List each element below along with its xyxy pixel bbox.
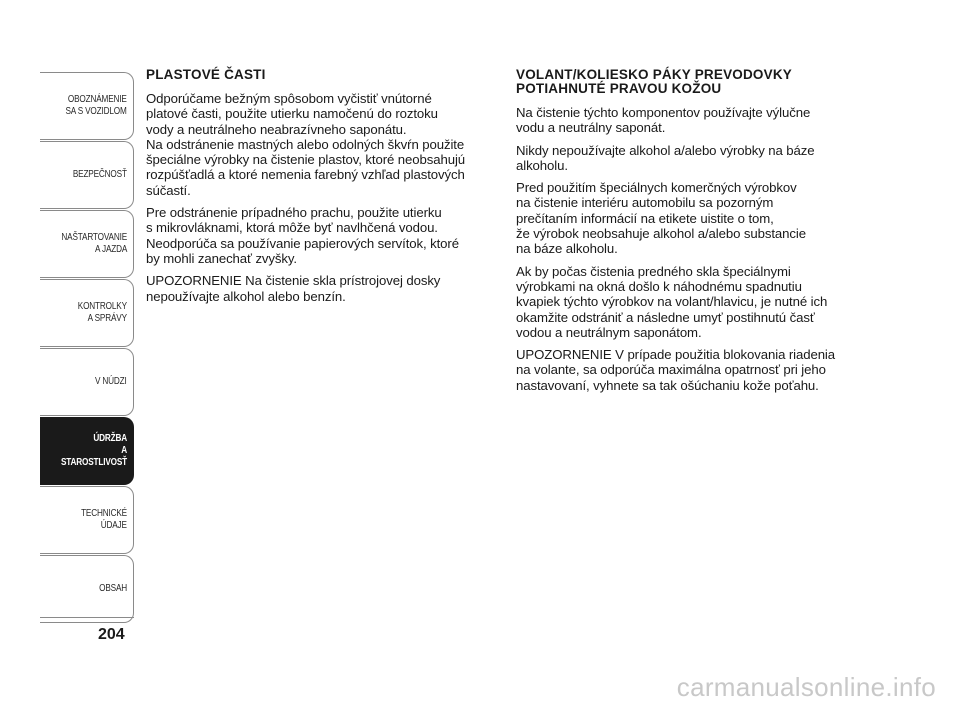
tab-label: OBSAH [99, 583, 127, 594]
tab-label: ÚDRŽBA [93, 433, 127, 444]
tab-obsah[interactable] [40, 555, 134, 623]
tab-technicke-udaje[interactable] [40, 486, 134, 554]
tab-label: KONTROLKY [77, 301, 127, 312]
tab-kontrolky[interactable] [40, 279, 134, 347]
paragraph: Ak by počas čistenia predného skla špeciálnymi výrobkami na okná došlo k náhodnému spadnutiu kvapiek týchto výrobkov na volant/hlavicu, je nutné ich okamžite odstrániť a následne umyť postihnutú časť vodou a neutrálnym saponátom. [516, 263, 828, 340]
warning-paragraph: UPOZORNENIE Na čistenie skla prístrojovej dosky nepoužívajte alkohol alebo benzín. [146, 273, 441, 304]
paragraph: Nikdy nepoužívajte alkohol a/alebo výrobky na báze alkoholu. [516, 142, 815, 173]
paragraph: Pred použitím špeciálnych komerčných výrobkov na čistenie interiéru automobilu sa pozorným prečítaním informácií na etikete uistite o tom, že výrobok neobsahuje alkohol a/alebo substancie na báze alkoholu. [516, 180, 806, 257]
tab-label: BEZPEČNOSŤ [73, 169, 127, 180]
warning-paragraph: UPOZORNENIE V prípade použitia blokovania riadenia na volante, sa odporúča maximálna opatrnosť pri jeho nastavovaní, vyhnete sa tak ošúchaniu kože poťahu. [516, 347, 835, 393]
watermark: carmanualsonline.info [676, 672, 936, 702]
section-heading [516, 68, 876, 96]
tab-bezpecnost[interactable] [40, 141, 134, 209]
page-number: 204 [98, 626, 125, 643]
chapter-tabs [40, 72, 134, 624]
right-column [516, 68, 876, 400]
tab-label: A SPRÁVY [87, 313, 127, 324]
tab-label: TECHNICKÉ [81, 508, 127, 519]
paragraph: Pre odstránenie prípadného prachu, použite utierku s mikrovláknami, ktorá môže byť navlhčená vodou. Neodporúča sa používanie papierových servítok, ktoré by mohli zanechať zvyšky. [146, 205, 459, 266]
tab-nastartovanie[interactable] [40, 210, 134, 278]
section-heading: PLASTOVÉ ČASTI [146, 67, 266, 82]
tab-label: OBOZNÁMENIE [68, 94, 127, 105]
tab-udrzba[interactable] [40, 417, 134, 485]
paragraph: Odporúčame bežným spôsobom vyčistiť vnútorné platové časti, použite utierku namočenú do roztoku vody a neutrálneho neabrazívneho saponátu. Na odstránenie mastných alebo odolných škvŕn použite špeciálne výrobky na čistenie plastov, ktoré neobsahujú rozpúšťadlá a ktoré nemenia farebný vzhľad plastových súčastí. [146, 91, 466, 198]
heading-line: VOLANT/KOLIESKO PÁKY PREVODOVKY [516, 67, 792, 82]
heading-line: POTIAHNUTÉ PRAVOU KOŽOU [516, 81, 722, 96]
tab-v-nudzi[interactable] [40, 348, 134, 416]
paragraph: Na čistenie týchto komponentov používajte výlučne vodu a neutrálny saponát. [516, 105, 811, 136]
tab-label: A STAROSTLIVOSŤ [60, 445, 127, 468]
sidebar-divider [40, 617, 134, 618]
left-column [146, 68, 498, 311]
tab-label: SA S VOZIDLOM [65, 106, 127, 117]
tab-label: NAŠTARTOVANIE [61, 232, 127, 243]
tab-label: ÚDAJE [100, 520, 127, 531]
tab-label: A JAZDA [94, 244, 127, 255]
tab-label: V NÚDZI [95, 376, 127, 387]
tab-oboznamenie[interactable] [40, 72, 134, 140]
